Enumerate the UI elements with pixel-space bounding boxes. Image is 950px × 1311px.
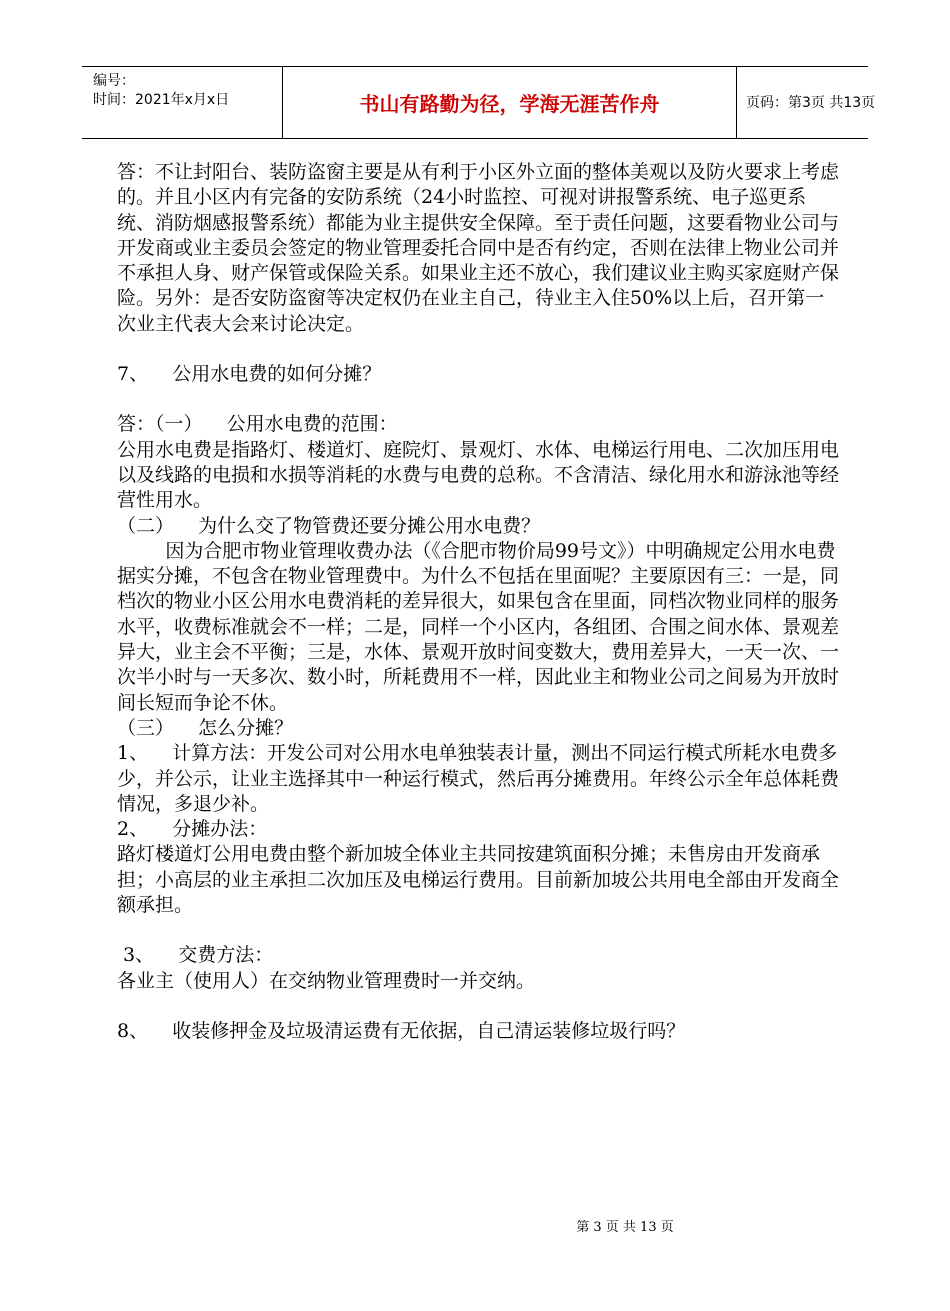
header-page-number: 页码：第3页 共13页 (746, 95, 876, 111)
method-2-title: 2、 分摊办法： (117, 818, 268, 841)
document-body (117, 160, 842, 1044)
page-header (82, 66, 876, 139)
method-2-text: 路灯楼道灯公用电费由整个新加坡全体业主共同按建筑面积分摊；未售房由开发商承担；小高层的业主承担二次加压及电梯运行费用。目前新加坡公共用电全部由开发商全额承担。 (117, 843, 840, 917)
page-footer (0, 1216, 950, 1235)
header-motto: 书山有路勤为径，学海无涯苦作舟 (359, 92, 660, 116)
date-label: 时间：2021年x月x日 (93, 92, 230, 108)
question-8: 8、 收装修押金及垃圾清运费有无依据，自己清运装修垃圾行吗？ (117, 1019, 686, 1042)
header-motto-cell (282, 67, 737, 138)
method-3-text: 各业主（使用人）在交纳物业管理费时一并交纳。 (117, 969, 536, 992)
section-2-title: （二） 为什么交了物管费还要分摊公用水电费？ (117, 514, 541, 537)
footer-page-number: 第 3 页 共 13 页 (576, 1220, 674, 1235)
section-1-text: 公用水电费是指路灯、楼道灯、庭院灯、景观灯、水体、电梯运行用电、二次加压用电以及线路的电损和水损等消耗的水费与电费的总称。不含清洁、绿化用水和游泳池等经营性用水。 (117, 438, 840, 512)
section-1-title: 答：（一） 公用水电费的范围： (117, 413, 398, 436)
method-1: 1、 计算方法：开发公司对公用水电单独装表计量，测出不同运行模式所耗水电费多少，并公示，让业主选择其中一种运行模式，然后再分摊费用。年终公示全年总体耗费情况，多退少补。 (117, 742, 840, 815)
question-7: 7、 公用水电费的如何分摊？ (117, 363, 382, 386)
header-info-cell (82, 67, 282, 138)
header-page-cell (736, 67, 876, 138)
method-3-title: 3、 交费方法： (117, 944, 274, 967)
answer-paragraph: 答：不让封阳台、装防盗窗主要是从有利于小区外立面的整体美观以及防火要求上考虑的。并且小区内有完备的安防系统（24小时监控、可视对讲报警系统、电子巡更系统、消防烟感报警系统）都能为业主提供安全保障。至于责任问题，这要看物业公司与开发商或业主委员会签定的物业管理委托合同中是否有约定，否则在法律上物业公司并不承担人身、财产保管或保险关系。如果业主还不放心，我们建议业主购买家庭财产保险。另外：是否安防盗窗等决定权仍在业主自己，待业主入住50%以上后，召开第一次业主代表大会来讨论决定。 (117, 161, 840, 335)
section-2-text: 因为合肥市物业管理收费办法（《合肥市物价局99号文》）中明确规定公用水电费据实分摊，不包含在物业管理费中。为什么不包括在里面呢？主要原因有三：一是，同档次的物业小区公用水电费消耗的差异很大，如果包含在里面，同档次物业同样的服务水平，收费标准就会不一样；二是，同样一个小区内，各组团、合围之间水体、景观差异大，业主会不平衡；三是，水体、景观开放时间变数大，费用差异大，一天一次、一次半小时与一天多次、数小时，所耗费用不一样，因此业主和物业公司之间易为开放时间长短而争论不休。 (117, 539, 840, 714)
section-3-title: （三） 怎么分摊？ (117, 716, 294, 739)
serial-label: 编号： (93, 73, 135, 89)
